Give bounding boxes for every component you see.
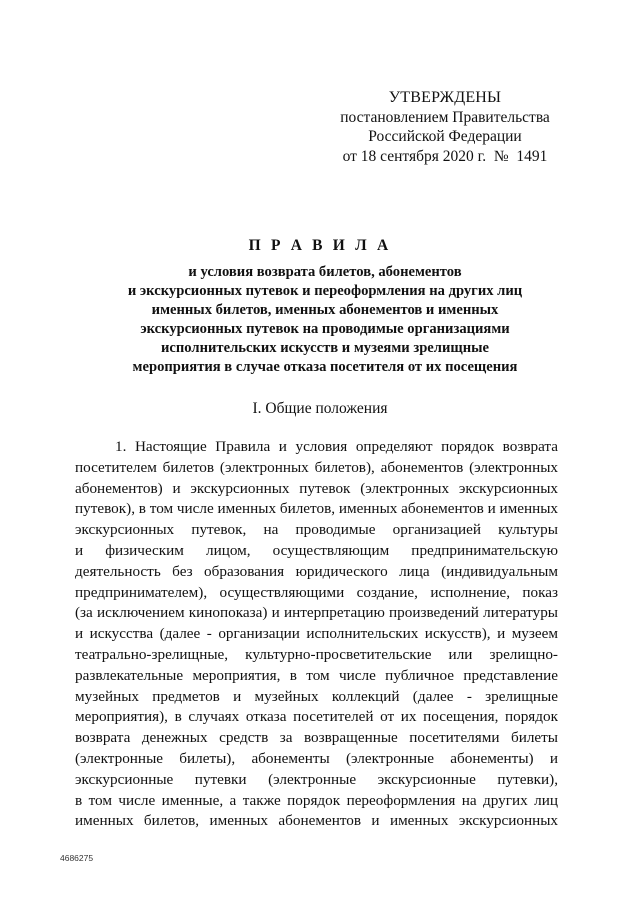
approval-stamp-block <box>330 88 560 166</box>
paragraph-line: в том числе именные, а также порядок переоформления на других лиц <box>75 791 558 809</box>
paragraph-line: экскурсионных путевок, на проводимые организацией культуры <box>75 521 558 539</box>
paragraph-line: 1. Настоящие Правила и условия определяют порядок возврата <box>115 438 558 455</box>
approval-line-date-number: от 18 сентября 2020 г. № 1491 <box>342 147 548 165</box>
document-subtitle <box>60 263 590 377</box>
section-heading: I. Общие положения <box>252 400 388 417</box>
document-title: П Р А В И Л А <box>248 237 392 254</box>
paragraph-line: экскурсионные путевки (электронные экскурсионные путевки), <box>75 770 558 788</box>
paragraph-line: именных билетов, именных абонементов и именных экскурсионных <box>75 812 558 830</box>
paragraph-line: музейных предметов и музейных коллекций (далее - зрелищные <box>75 687 558 705</box>
subtitle-line: именных билетов, именных абонементов и именных <box>151 302 499 318</box>
paragraph-line: и физическим лицом, осуществляющим предпринимательскую <box>75 541 558 559</box>
subtitle-line: и условия возврата билетов, абонементов <box>188 264 462 280</box>
paragraph-line: посетителем билетов (электронных билетов), абонементов (электронных <box>75 458 558 476</box>
paragraph-1 <box>75 437 558 832</box>
paragraph-line: и искусства (далее - организации исполнительских искусств), и музеем <box>75 625 558 643</box>
approval-line-government: Российской Федерации <box>368 128 522 145</box>
paragraph-line: развлекательные мероприятия, в том числе публичное представление <box>75 666 558 684</box>
paragraph-line: возврата денежных средств за возвращенные посетителями билеты <box>75 729 558 747</box>
subtitle-line: экскурсионных путевок на проводимые организациями <box>140 321 510 337</box>
paragraph-line: мероприятия), в случаях отказа посетителей от их посещения, порядок <box>75 708 558 726</box>
document-id-number: 4686275 <box>60 853 94 863</box>
paragraph-line: театрально-зрелищные, культурно-просветительские или зрелищно- <box>75 645 558 663</box>
paragraph-line: (за исключением кинопоказа) и интерпретацию произведений литературы <box>75 604 558 622</box>
paragraph-line: предпринимателем), осуществляющими создание, исполнение, показ <box>75 583 558 601</box>
paragraph-line: путевок), в том числе именных билетов, именных абонементов и именных <box>75 500 558 518</box>
paragraph-line: деятельность без образования юридического лица (индивидуальным <box>75 562 558 580</box>
approval-line-decree: постановлением Правительства <box>340 108 550 126</box>
subtitle-line: и экскурсионных путевок и переоформления на других лиц <box>127 283 523 299</box>
paragraph-line: абонементов) и экскурсионных путевок (электронных экскурсионных <box>75 479 558 497</box>
subtitle-line: мероприятия в случае отказа посетителя от их посещения <box>132 359 518 375</box>
subtitle-line: исполнительских искусств и музеями зрелищные <box>161 340 489 356</box>
approval-heading: УТВЕРЖДЕНЫ <box>388 89 502 106</box>
paragraph-line: (электронные билеты), абонементы (электронные абонементы) и <box>75 749 558 767</box>
